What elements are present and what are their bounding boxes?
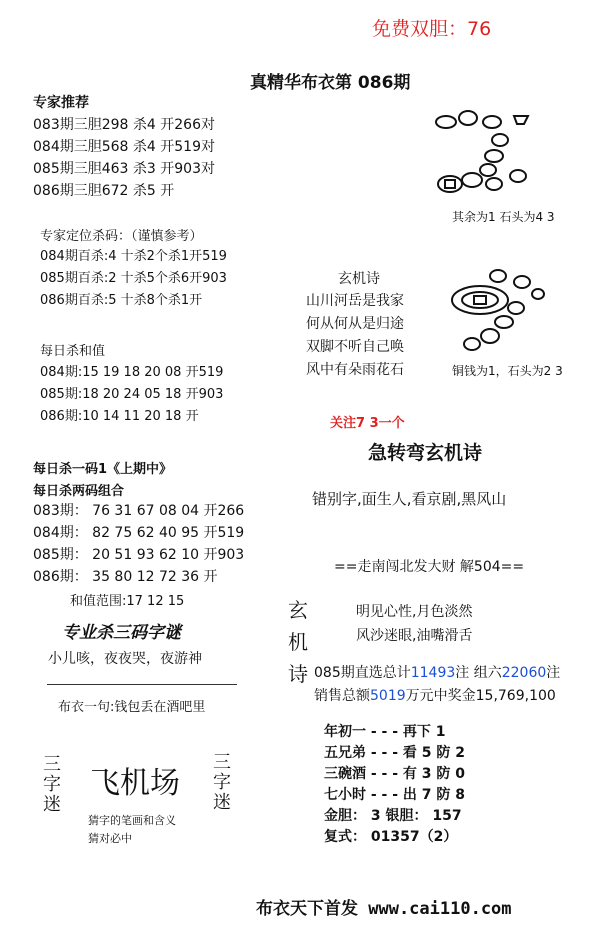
kill-two-title: 每日杀两码组合 bbox=[33, 484, 125, 499]
expert-title: 专家推荐 bbox=[33, 95, 89, 111]
position-list bbox=[40, 246, 227, 312]
image-caption-1: 其余为1 石头为4 3 bbox=[452, 210, 555, 224]
big-riddle-word: 飞机场 bbox=[90, 766, 180, 801]
kill-two-line: 084期： 82 75 62 40 95 开519 bbox=[33, 525, 245, 541]
sharp-turn-title: 急转弯玄机诗 bbox=[368, 442, 483, 464]
tips-list bbox=[324, 722, 465, 848]
vertical-char: 玄 bbox=[288, 598, 308, 622]
riddle-title: 专业杀三码字谜 bbox=[62, 623, 181, 643]
poem2-line: 风沙迷眼,油嘴滑舌 bbox=[356, 628, 473, 644]
tip-line: 三碗酒 - - - 有 3 防 0 bbox=[324, 766, 466, 782]
position-line: 084期百杀:4 十杀2个杀1开519 bbox=[40, 249, 227, 264]
vertical-char: 机 bbox=[288, 630, 308, 654]
tip-line: 复式： 01357（2） bbox=[324, 829, 458, 845]
position-title: 专家定位杀码：（谨慎参考） bbox=[40, 229, 203, 244]
free-double-banner: 免费双胆：76 bbox=[372, 18, 492, 40]
tip-line: 年初一 - - - 再下 1 bbox=[324, 724, 446, 740]
tip-line: 五兄弟 - - - 看 5 防 2 bbox=[324, 745, 466, 761]
poem-line: 山川河岳是我家 bbox=[306, 293, 404, 309]
poem2-line: 明见心性,月色淡然 bbox=[356, 604, 473, 620]
fortune-line: ==走南闯北发大财 解504== bbox=[334, 559, 525, 575]
sum-title: 每日杀和值 bbox=[40, 344, 106, 359]
kill-two-line: 083期： 76 31 67 08 04 开266 bbox=[33, 503, 245, 519]
coin-stone-puzzle-image-1 bbox=[428, 100, 548, 205]
sales-line-2 bbox=[314, 685, 556, 705]
divider bbox=[47, 684, 237, 685]
sum-list bbox=[40, 362, 223, 428]
poem-line: 双脚不听自己唤 bbox=[306, 339, 404, 355]
sales-number: 5019 bbox=[370, 688, 406, 704]
poem2 bbox=[356, 600, 472, 648]
vertical-label-right: 三字迷 bbox=[210, 752, 231, 812]
page-title: 真精华布衣第 086期 bbox=[250, 73, 411, 93]
vertical-label-left: 三字迷 bbox=[40, 754, 61, 814]
riddle-text: 小儿咳，夜夜哭，夜游神 bbox=[48, 651, 202, 667]
coin-stone-puzzle-image-2 bbox=[440, 264, 550, 354]
buyi-sentence: 布衣一句:钱包丢在酒吧里 bbox=[58, 700, 206, 715]
expert-list bbox=[33, 114, 215, 202]
position-line: 085期百杀:2 十杀5个杀6开903 bbox=[40, 271, 227, 286]
poem-title: 玄机诗 bbox=[338, 271, 380, 287]
sales-text: 注 组六 bbox=[455, 665, 502, 681]
footer-site: 布衣天下首发 www.cai110.com bbox=[256, 899, 512, 919]
expert-line: 084期三胆568 杀4 开519对 bbox=[33, 139, 215, 155]
sum-line: 086期:10 14 11 20 18 开 bbox=[40, 409, 199, 424]
guess-hint-2: 猜对必中 bbox=[88, 832, 132, 845]
sales-number: 22060 bbox=[501, 665, 547, 681]
sales-text: 085期直选总计 bbox=[314, 665, 411, 681]
poem bbox=[306, 290, 404, 382]
sum-line: 085期:18 20 24 05 18 开903 bbox=[40, 387, 224, 402]
follow-note: 关注7 3一个 bbox=[330, 416, 405, 431]
sales-line-1 bbox=[314, 662, 560, 682]
expert-line: 086期三胆672 杀5 开 bbox=[33, 183, 175, 199]
position-line: 086期百杀:5 十杀8个杀1开 bbox=[40, 293, 203, 308]
xuan-ji-shi-vertical bbox=[288, 594, 308, 690]
expert-line: 083期三胆298 杀4 开266对 bbox=[33, 117, 215, 133]
sales-text: 销售总额 bbox=[314, 688, 370, 704]
sharp-turn-answer: 错别字,面生人,看京剧,黑风山 bbox=[312, 490, 507, 508]
sales-number: 11493 bbox=[410, 665, 456, 681]
expert-line: 085期三胆463 杀3 开903对 bbox=[33, 161, 215, 177]
sales-text: 注 bbox=[546, 665, 561, 681]
guess-hint-1: 猜字的笔画和含义 bbox=[88, 814, 176, 827]
kill-two-list bbox=[33, 500, 244, 588]
sales-text: 万元中奖金15,769,100 bbox=[405, 688, 556, 704]
poem-line: 何从何从是归途 bbox=[306, 316, 404, 332]
kill-one-title: 每日杀一码1《上期中》 bbox=[33, 462, 173, 477]
poem-line: 风中有朵雨花石 bbox=[306, 362, 404, 378]
sum-line: 084期:15 19 18 20 08 开519 bbox=[40, 365, 224, 380]
sum-range: 和值范围:17 12 15 bbox=[70, 594, 185, 609]
kill-two-line: 085期： 20 51 93 62 10 开903 bbox=[33, 547, 245, 563]
kill-two-line: 086期： 35 80 12 72 36 开 bbox=[33, 569, 218, 585]
tip-line: 七小时 - - - 出 7 防 8 bbox=[324, 787, 466, 803]
tip-line: 金胆： 3 银胆： 157 bbox=[324, 808, 462, 824]
image-caption-2: 铜钱为1，石头为2 3 bbox=[452, 364, 563, 378]
vertical-char: 诗 bbox=[288, 662, 308, 686]
